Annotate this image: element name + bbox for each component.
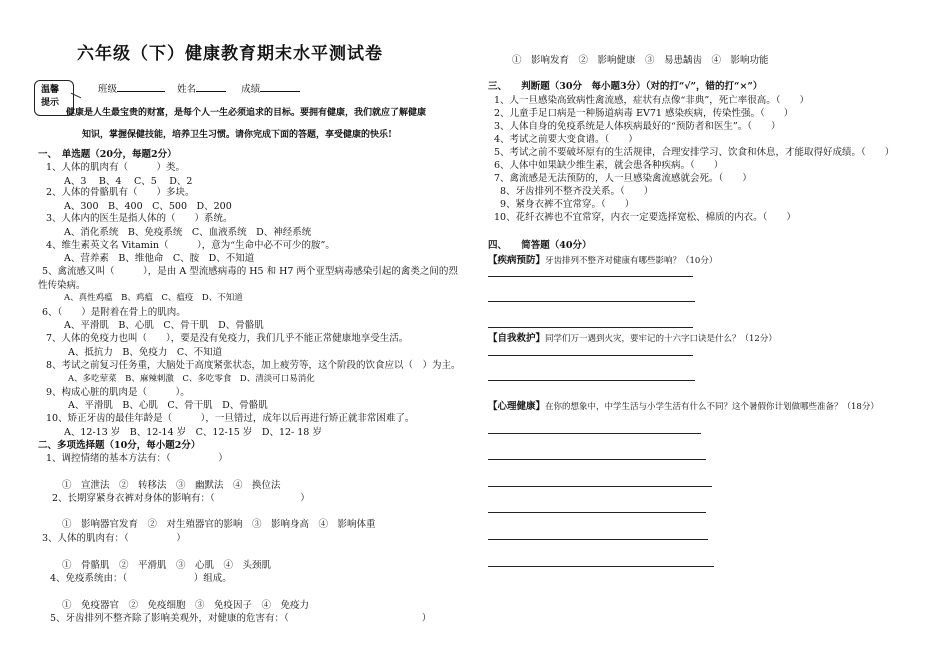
a3-answer-line-2[interactable] xyxy=(488,459,706,460)
intro-line-2: 知识，掌握保健技能，培养卫生习惯。请你完成下面的答题，享受健康的快乐! xyxy=(82,130,392,140)
j3-text: 3、人体自身的免疫系统是人体疾病最好的“预防者和医生”。（ ） xyxy=(494,121,781,132)
m5-text: 5、牙齿排列不整齐除了影响美观外，对健康的危害有：（ ） xyxy=(50,613,432,624)
info-line xyxy=(98,82,300,95)
a3-answer-line-1[interactable] xyxy=(488,433,701,434)
tip-line-2: 提示 xyxy=(41,98,60,108)
q10-text: 10、矫正牙齿的最佳年龄是（ ），一旦错过，成年以后再进行矫正就非常困难了。 xyxy=(46,413,415,424)
q1-options: A、3 B、4 C、5 D、2 xyxy=(64,176,193,187)
a2-question: 同学们万一遇到火灾，要牢记的十六字口诀是什么？（12分） xyxy=(545,334,777,344)
a3-answer-line-3[interactable] xyxy=(488,486,712,487)
a1-answer-line-1[interactable] xyxy=(488,276,693,277)
m3-text: 3、人体的肌肉有：（ ） xyxy=(42,533,186,544)
section-2-heading: 二、多项选择题（10分，每小题2分） xyxy=(38,440,201,451)
q4-options: A、营养素 B、维他命 C、胺 D、不知道 xyxy=(64,253,255,264)
q5-options: A、真性鸡瘟 B、鸡瘟 C、瘟疫 D、不知道 xyxy=(64,293,243,303)
q9-options: A、平滑肌 B、心肌 C、骨干肌 D、骨骼肌 xyxy=(68,400,268,411)
j1-text: 1、人一旦感染高致病性禽流感，症状有点像“非典”，死亡率很高。（ ） xyxy=(494,95,810,106)
a1-text xyxy=(488,255,717,266)
a2-tag: 【自我救护】 xyxy=(488,333,546,344)
q2-text: 2、人体的骨骼肌有（ ）多块。 xyxy=(46,187,195,198)
tip-line-1: 温馨 xyxy=(41,85,60,95)
a3-text xyxy=(488,401,879,412)
class-label: 班级 xyxy=(98,84,118,95)
m4-text: 4、免疫系统由：（ ）组成。 xyxy=(50,573,232,584)
q10-options: A、12-13 岁 B、12-14 岁 C、12-15 岁 D、12- 18 岁 xyxy=(64,427,322,438)
m4-options: ① 免疫器官 ② 免疫细胞 ③ 免疫因子 ④ 免疫力 xyxy=(62,600,310,611)
score-field[interactable] xyxy=(260,82,300,92)
a3-answer-line-4[interactable] xyxy=(488,512,706,513)
m3-options: ① 骨骼肌 ② 平滑肌 ③ 心肌 ④ 头颈肌 xyxy=(62,560,272,571)
a3-question: 在你的想象中，中学生活与小学生活有什么不同？这个暑假你计划做哪些准备？（18分） xyxy=(545,402,879,412)
a2-text xyxy=(488,333,777,344)
q6-options: A、平滑肌 B、心肌 C、骨干肌 D、骨骼肌 xyxy=(64,320,264,331)
q5-text: 5、禽流感又叫（ ），是由 A 型流感病毒的 H5 和 H7 两个亚型病毒感染引起的禽类之间的烈 xyxy=(42,266,458,277)
a1-answer-line-2[interactable] xyxy=(488,301,695,302)
j5-text: 5、考试之前不要破坏原有的生活规律，合理安排学习、饮食和休息，才能取得好成绩。（ ） xyxy=(494,147,895,158)
page-title: 六年级（下）健康教育期末水平测试卷 xyxy=(77,44,383,64)
j6-text: 6、人体中如果缺少维生素，就会患各种疾病。（ ） xyxy=(494,160,724,171)
j10-text: 10、花纤衣裤也不宜常穿，内衣一定要选择宽松、棉质的内衣。（ ） xyxy=(494,212,796,223)
q8-options: A、多吃荤菜 B、麻辣刺激 C、多吃零食 D、清淡可口易消化 xyxy=(68,374,315,384)
a3-tag: 【心理健康】 xyxy=(488,401,546,412)
name-field[interactable] xyxy=(196,82,226,92)
j2-text: 2、儿童手足口病是一种肠道病毒 EV71 感染疾病，传染性强。（ ） xyxy=(494,108,794,119)
a1-answer-line-3[interactable] xyxy=(488,327,693,328)
m1-options: ① 宣泄法 ② 转移法 ③ 幽默法 ④ 换位法 xyxy=(62,480,281,491)
a3-answer-line-6[interactable] xyxy=(488,566,714,567)
q5-text-cont: 性传染病。 xyxy=(38,280,86,291)
section-4-heading: 四、 简答题（40分） xyxy=(488,240,592,251)
q7-options: A、抵抗力 B、免疫力 C、不知道 xyxy=(68,347,223,358)
j7-text: 7、禽流感是无法预防的，人一旦感染禽流感就会死。（ ） xyxy=(494,173,752,184)
a3-answer-line-5[interactable] xyxy=(488,539,708,540)
intro-line-1: 健康是人生最宝贵的财富，是每个人一生必须追求的目标。要拥有健康，我们就应了解健康 xyxy=(66,108,427,118)
m5-options: ① 影响发育 ② 影响健康 ③ 易患龋齿 ④ 影响功能 xyxy=(512,55,769,66)
score-label: 成绩 xyxy=(241,84,261,95)
q3-options: A、消化系统 B、免疫系统 C、血液系统 D、神经系统 xyxy=(64,227,312,238)
name-label: 姓名 xyxy=(177,84,197,95)
j8-text: 8、牙齿排列不整齐没关系。（ ） xyxy=(500,186,654,197)
m2-text: 2、长期穿紧身衣裤对身体的影响有：（ ） xyxy=(52,493,310,504)
q1-text: 1、人体的肌肉有（ ）类。 xyxy=(46,162,186,173)
section-1-heading: 一、 单选题（20分，每题2分） xyxy=(38,149,177,160)
class-field[interactable] xyxy=(117,82,165,92)
a2-answer-line-2[interactable] xyxy=(488,380,695,381)
q8-text: 8、考试之前复习任务重，大脑处于高度紧张状态，加上疲劳等，这个阶段的饮食应以（ ）为主。 xyxy=(46,360,461,371)
q4-text: 4、维生素英文名 Vitamin（ ），意为“生命中必不可少的胺”。 xyxy=(46,240,335,251)
m1-text: 1、调控情绪的基本方法有：（ ） xyxy=(46,453,228,464)
section-3-heading: 三、 判断题（30分 每小题3分）（对的打“√”，错的打“×”） xyxy=(488,81,763,92)
q3-text: 3、人体内的医生是指人体的（ ）系统。 xyxy=(46,213,233,224)
m2-options: ① 影响器官发育 ② 对生殖器官的影响 ③ 影响身高 ④ 影响体重 xyxy=(62,519,376,530)
a2-answer-line-1[interactable] xyxy=(488,355,693,356)
q6-text: 6、（ ）是附着在骨上的肌肉。 xyxy=(42,307,186,318)
q9-text: 9、构成心脏的肌肉是（ ）。 xyxy=(46,387,190,398)
a1-question: 牙齿排列不整齐对健康有哪些影响？（10分） xyxy=(545,256,718,266)
q2-options: A、300 B、400 C、500 D、200 xyxy=(64,201,232,212)
a1-tag: 【疾病预防】 xyxy=(488,255,546,266)
j4-text: 4、考试之前要大变食谱。（ ） xyxy=(494,134,638,145)
q7-text: 7、人体的免疫力也叫（ ），要是没有免疫力，我们几乎不能正常健康地享受生活。 xyxy=(46,333,409,344)
j9-text: 9、紧身衣裤不宜常穿。（ ） xyxy=(500,199,635,210)
